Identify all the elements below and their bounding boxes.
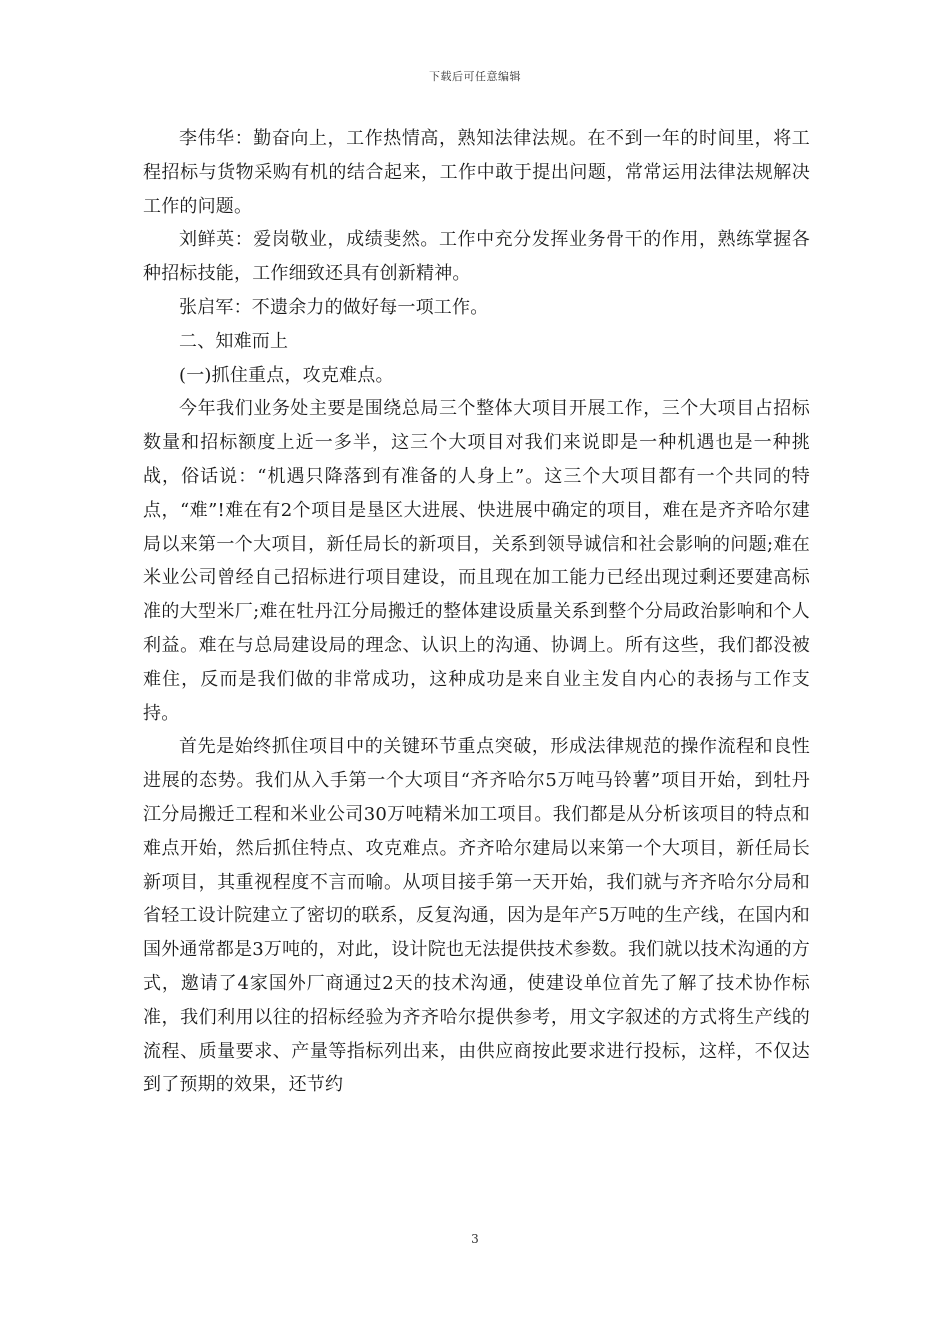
paragraph-liu-xianying: 刘鲜英：爱岗敬业，成绩斐然。工作中充分发挥业务骨干的作用，熟练掌握各种招标技能，工作细致还具有创新精神。 xyxy=(143,229,810,285)
paragraph-li-weihua: 李伟华：勤奋向上，工作热情高，熟知法律法规。在不到一年的时间里，将工程招标与货物采购有机的结合起来，工作中敢于提出问题，常常运用法律法规解决工作的问题。 xyxy=(143,128,810,217)
page-number: 3 xyxy=(471,1232,479,1246)
body-text xyxy=(143,122,810,1102)
paragraph-key-breakthrough: 首先是始终抓住项目中的关键环节重点突破，形成法律规范的操作流程和良性进展的态势。我们从入手第一个大项目“齐齐哈尔5万吨马铃薯”项目开始，到牡丹江分局搬迁工程和米业公司30万吨精米加工项目。我们都是从分析该项目的特点和难点开始，然后抓住特点、攻克难点。齐齐哈尔建局以来第一个大项目，新任局长新项目，其重视程度不言而喻。从项目接手第一天开始，我们就与齐齐哈尔分局和省轻工设计院建立了密切的联系，反复沟通，因为是年产5万吨的生产线，在国内和国外通常都是3万吨的，对此，设计院也无法提供技术参数。我们就以技术沟通的方式，邀请了4家国外厂商通过2天的技术沟通，使建设单位首先了解了技术协作标准，我们利用以往的招标经验为齐齐哈尔提供参考，用文字叙述的方式将生产线的流程、质量要求、产量等指标列出来，由供应商按此要求进行投标，这样，不仅达到了预期的效果，还节约 xyxy=(143,736,810,1096)
paragraph-zhang-qijun: 张启军：不遗余力的做好每一项工作。 xyxy=(179,296,489,318)
paragraph-three-projects: 今年我们业务处主要是围绕总局三个整体大项目开展工作，三个大项目占招标数量和招标额度上近一多半，这三个大项目对我们来说即是一种机遇也是一种挑战，俗话说：“机遇只降落到有准备的人身上”。这三个大项目都有一个共同的特点，“难”!难在有2个项目是垦区大进展、快进展中确定的项目，难在是齐齐哈尔建局以来第一个大项目，新任局长的新项目，关系到领导诚信和社会影响的问题;难在米业公司曾经自己招标进行项目建设，而且现在加工能力已经出现过剩还要建高标准的大型米厂;难在牡丹江分局搬迁的整体建设质量关系到整个分局政治影响和个人利益。难在与总局建设局的理念、认识上的沟通、协调上。所有这些，我们都没被难住，反而是我们做的非常成功，这种成功是来自业主发自内心的表扬与工作支持。 xyxy=(143,398,810,724)
section-heading-2: 二、知难而上 xyxy=(179,330,289,352)
subsection-heading-1: (一)抓住重点，攻克难点。 xyxy=(179,364,394,386)
page-header: 下载后可任意编辑 xyxy=(429,70,521,83)
